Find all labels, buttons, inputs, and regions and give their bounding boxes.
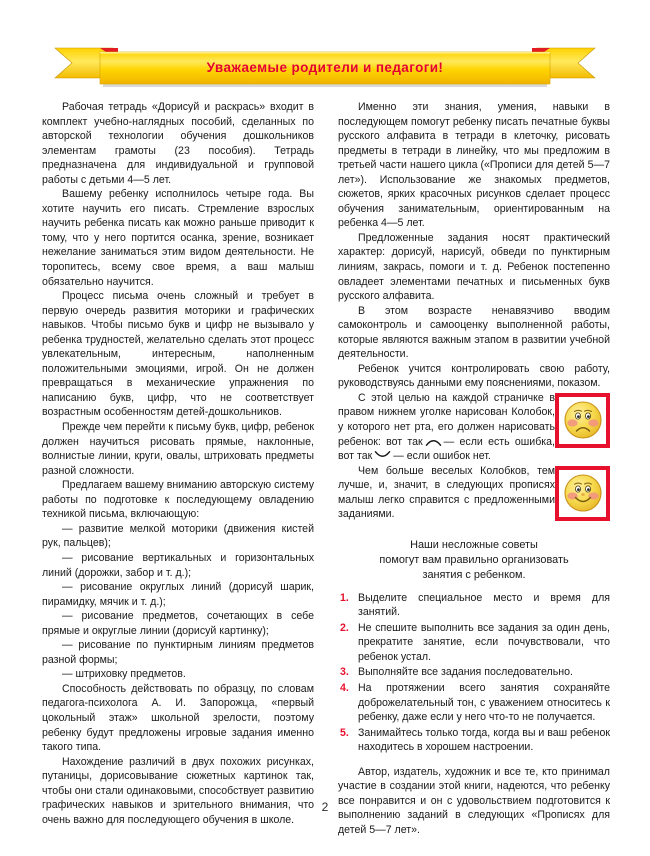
advice-heading-line: помогут вам правильно организовать [379, 553, 569, 566]
advice-number: 5. [340, 726, 349, 739]
kolobok-text-part3: — если ошибок нет. [393, 450, 491, 463]
advice-heading [338, 538, 610, 583]
advice-list-item [338, 681, 610, 725]
banner-title: Уважаемые родители и педагоги! [206, 60, 444, 75]
paragraph: В этом возрасте ненавязчиво вводим самоконтроль и самооценку выполненной работы, которые являются важным этапом в развитии учебной деятельности. [338, 304, 610, 361]
paragraph: Вашему ребенку исполнилось четыре года. Вы хотите научить его писать. Стремление взрослых научить ребенка писать как можно раньше приводит к тому, что у него портится осанка, зрение, возникает нежелание заниматься этим видом деятельности. Не торопитесь, всему свое время, а ваш малыш обязательно научится. [42, 188, 314, 288]
sad-kolobok-image [555, 393, 610, 448]
paragraph: Именно эти знания, умения, навыки в последующем помогут ребенку писать печатные буквы русского алфавита в тетради в клеточку, рисовать предметы в тетради в линейку, что мы предложим в третьей части нашего цикла («Прописи для детей 5—7 лет»). Использование же знакомых предметов, сюжетов, ярких красочных рисунков сделает процесс обучения занимательным, ориентированным на ребенка 4—5 лет. [338, 101, 610, 230]
list-item: — рисование по пунктирным линиям предметов разной формы; [42, 639, 314, 666]
advice-heading-line: занятия с ребенком. [422, 568, 526, 581]
list-item: — рисование округлых линий (дорисуй шарик, пирамидку, мячик и т. д.); [42, 581, 314, 608]
closing-paragraph: Автор, издатель, художник и все те, кто принимал участие в создании этой книги, надеются, что ребенку все понравится и он с удовольствием подготовится к выполнению заданий в следующих «Прописях для детей 5—7 лет». [338, 765, 610, 836]
paragraph: Чем больше веселых Колобков, тем лучше, и, значит, в следующих прописях малыш легко справится с предложенными заданиями. [338, 464, 555, 521]
right-column [338, 100, 610, 837]
list-item: — рисование предметов, сочетающих в себе прямые и округлые линии (дорисуй картинку); [42, 610, 314, 637]
advice-list-item [338, 726, 610, 755]
paragraph: Прежде чем перейти к письму букв, цифр, ребенок должен научиться рисовать прямые, наклонные, волнистые линии, круги, овалы, штриховать предметы разной сложности. [42, 421, 314, 477]
advice-list-item [338, 621, 610, 665]
kolobok-text-part2: — если есть ошибка, вот так [338, 435, 555, 463]
paragraph: Процесс письма очень сложный и требует в первую очередь развития моторики и графических навыков. Чтобы письмо букв и цифр не вызывало у ребенка трудностей, желательно сделать этот процесс увлекательным, интересным, наполненным положительными эмоциями, игрой. Он не должен превращаться в механические упражнения по написанию букв, цифр, что не соответствует возрастным особенностям детей-дошкольников. [42, 290, 314, 419]
paragraph: Нахождение различий в двух похожих рисунках, путаницы, дорисовывание сюжетных картинок так, чтобы они стали одинаковыми, способствует развитию графических навыков и зрительного внимания, что очень важно для последующего обучения в школе. [42, 755, 314, 826]
advice-number: 3. [340, 666, 349, 679]
sad-face-icon [562, 399, 604, 441]
paragraph: Предложенные задания носят практический характер: дорисуй, нарисуй, обведи по пунктирным линиям, закрась, помоги и т. д. Ребенок постепенно овладеет элементами печатных и письменных букв русского алфавита. [338, 231, 610, 303]
paragraph: Рабочая тетрадь «Дорисуй и раскрась» входит в комплект учебно-наглядных пособий, сделанных по авторской технологии обучения дошкольников элементам грамоты (23 пособия). Тетрадь предназначена для индивидуальной и групповой работы с детьми 4—5 лет. [42, 101, 314, 186]
frown-arc-icon [425, 437, 442, 446]
advice-list-item [338, 591, 610, 620]
advice-text: Занимайтесь только тогда, когда вы и ваш ребенок находитесь в хорошем настроении. [358, 726, 611, 754]
paragraph: Ребенок учится контролировать свою работу, руководствуясь данными ему пояснениями, показом. [338, 362, 610, 390]
article-body [42, 100, 610, 837]
advice-text: Выполняйте все задания последовательно. [358, 666, 573, 679]
list-item: — штриховку предметов. [62, 668, 186, 681]
kolobok-text-part1: С этой целью на каждой страничке в правом нижнем уголке нарисован Колобок, у которого нет рта, его должен нарисовать ребенок: вот так [338, 391, 555, 448]
advice-text: Выделите специальное место и время для занятий. [358, 591, 610, 619]
advice-number: 4. [340, 681, 349, 694]
advice-number: 2. [340, 621, 349, 634]
happy-face-icon [562, 472, 604, 514]
page-banner [0, 44, 650, 88]
happy-kolobok-image [555, 466, 610, 521]
advice-text: Не спешите выполнить все задания за один день, прекратите занятие, если почувствовали, что ребенок устал. [358, 621, 610, 663]
smile-arc-icon [374, 451, 391, 460]
advice-text: На протяжении всего занятия сохраняйте доброжелательный тон, с уважением относитесь к ребенку, даже если у него что-то не получается. [358, 681, 610, 724]
left-column [42, 100, 314, 827]
list-item: — развитие мелкой моторики (движения кистей рук, пальцев); [42, 522, 314, 550]
advice-list-item [338, 665, 610, 680]
list-item: — рисование вертикальных и горизонтальных линий (дорожки, забор и т. д.); [42, 551, 314, 579]
page-number: 2 [321, 800, 329, 814]
advice-number: 1. [340, 591, 349, 604]
advice-list [338, 591, 610, 755]
paragraph: Способность действовать по образцу, по словам педагога-психолога А. И. Запорожца, «первый цокольный этаж» школьной зрелости, поэтому ребенку будут предложены игровые задания именно такого типа. [42, 682, 314, 754]
advice-heading-line: Наши несложные советы [410, 538, 538, 551]
paragraph: Предлагаем вашему вниманию авторскую систему работы по подготовке к последующему овладению техникой письма, включающую: [42, 479, 314, 521]
